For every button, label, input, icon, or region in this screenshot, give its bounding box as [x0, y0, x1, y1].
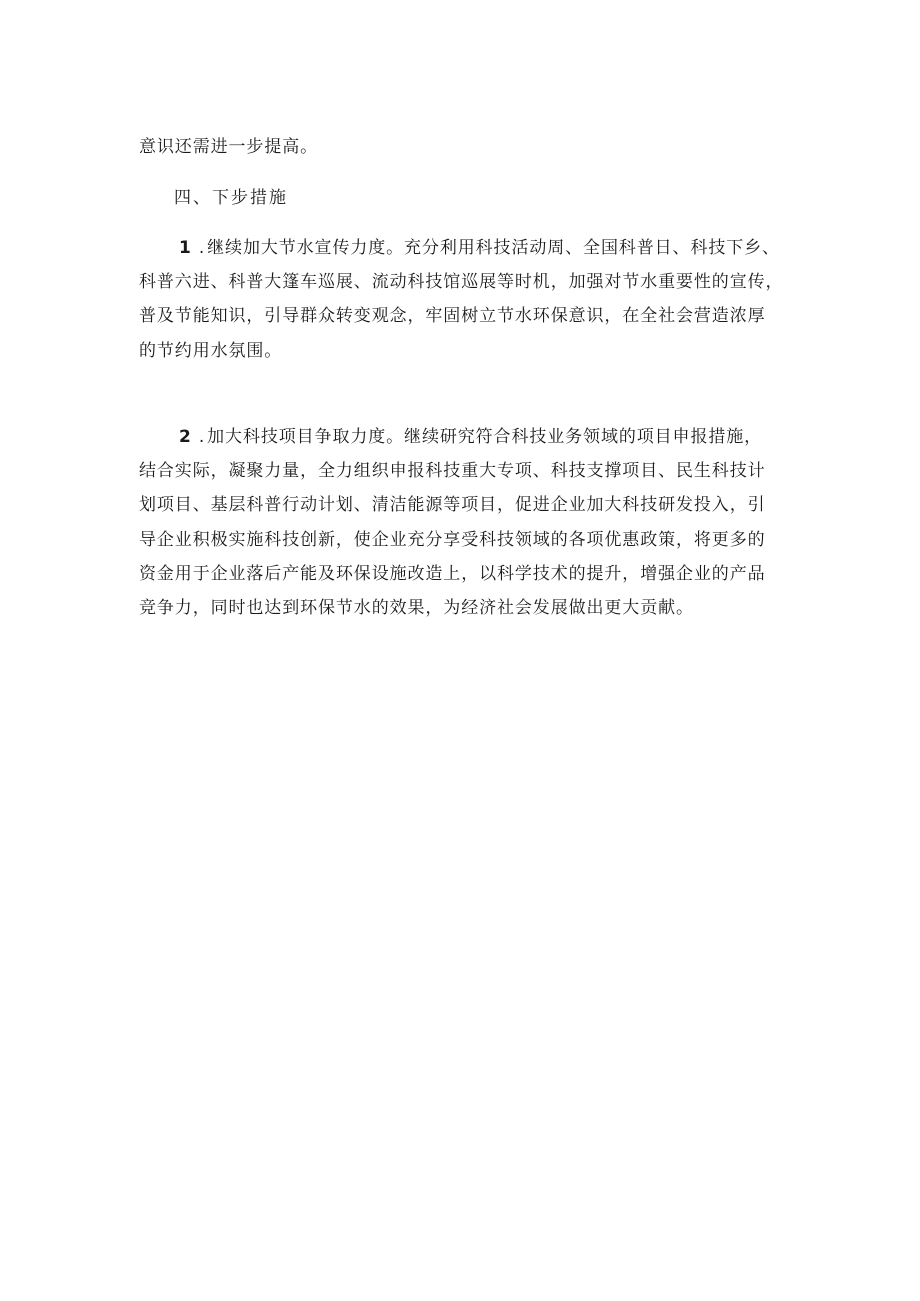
section-heading: 四、下步措施 [174, 188, 288, 208]
paragraph-line: 划项目、基层科普行动计划、清洁能源等项目，促进企业加大科技研发投入，引 [139, 495, 766, 516]
paragraph-line-text: 继续加大节水宣传力度。充分利用科技活动周、全国科普日、科技下乡、 [207, 238, 780, 258]
paragraph-line: 普及节能知识，引导群众转变观念，牢固树立节水环保意识，在全社会营造浓厚 [139, 306, 766, 327]
item-number-dot: . [198, 427, 206, 447]
continuation-paragraph [139, 130, 781, 164]
item-number-dot: . [198, 238, 206, 258]
paragraph-line: 科普六进、科普大篷车巡展、流动科技馆巡展等时机，加强对节水重要性的宣传， [139, 272, 784, 293]
item-number: 1 [179, 238, 191, 258]
list-item-paragraph-2 [139, 420, 781, 625]
list-item-paragraph-1 [139, 231, 784, 368]
paragraph-line [139, 420, 781, 454]
paragraph-line: 意识还需进一步提高。 [139, 137, 318, 157]
item-number: 2 [179, 427, 191, 447]
paragraph-line: 导企业积极实施科技创新，使企业充分享受科技领域的各项优惠政策，将更多的 [139, 529, 766, 550]
paragraph-line: 资金用于企业落后产能及环保设施改造上，以科学技术的提升，增强企业的产品 [139, 563, 766, 584]
paragraph-line: 竞争力，同时也达到环保节水的效果，为经济社会发展做出更大贡献。 [139, 598, 694, 619]
paragraph-line: 的节约用水氛围。 [139, 340, 283, 361]
paragraph-line [139, 231, 781, 265]
paragraph-line: 结合实际，凝聚力量，全力组织申报科技重大专项、科技支撑项目、民生科技计 [139, 461, 766, 482]
paragraph-line-text: 加大科技项目争取力度。继续研究符合科技业务领域的项目申报措施， [207, 427, 763, 447]
